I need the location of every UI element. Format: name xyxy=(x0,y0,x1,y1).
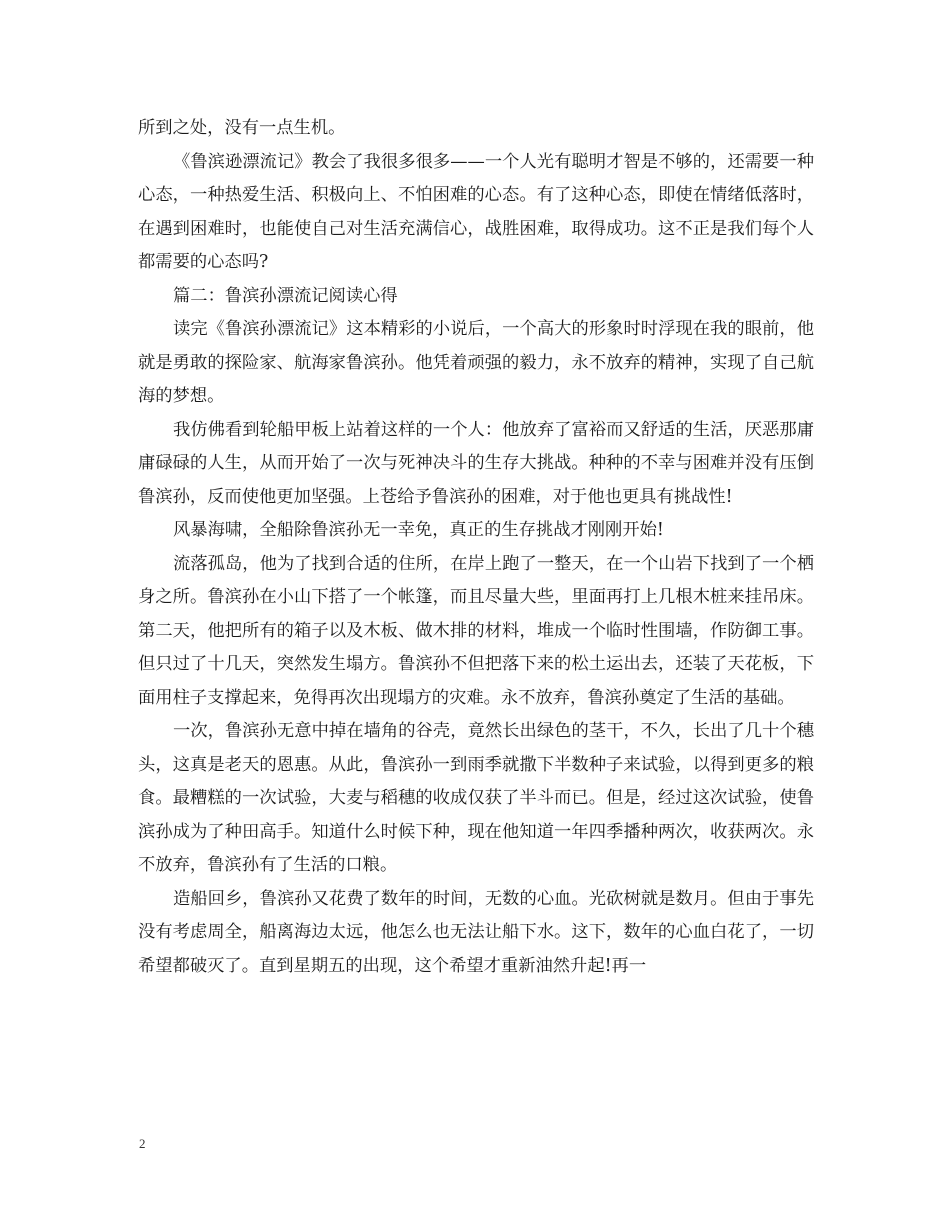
paragraph-5: 风暴海啸，全船除鲁滨孙无一幸免，真正的生存挑战才刚刚开始! xyxy=(173,520,664,540)
paragraph-6: 流落孤岛，他为了找到合适的住所，在岸上跑了一整天，在一个山岩下找到了一个栖身之所。鲁滨孙在小山下搭了一个帐篷，而且尽量大些，里面再打上几根木桩来挂吊床。第二天，他把所有的箱子以及木板、做木排的材料，堆成一个临时性围墙，作防御工事。但只过了十几天，突然发生塌方。鲁滨孙不但把落下来的松土运出去，还装了天花板，下面用柱子支撑起来，免得再次出现塌方的灾难。永不放弃，鲁滨孙奠定了生活的基础。 xyxy=(138,553,814,708)
paragraph-8: 造船回乡，鲁滨孙又花费了数年的时间，无数的心血。光砍树就是数月。但由于事先没有考虑周全，船离海边太远，他怎么也无法让船下水。这下，数年的心血白花了，一切希望都破灭了。直到星期五的出现，这个希望才重新油然升起!再一 xyxy=(138,888,814,976)
page-number: 2 xyxy=(139,1136,146,1151)
section-heading: 篇二：鲁滨孙漂流记阅读心得 xyxy=(173,285,398,306)
paragraph-3: 读完《鲁滨孙漂流记》这本精彩的小说后，一个高大的形象时时浮现在我的眼前，他就是勇敢的探险家、航海家鲁滨孙。他凭着顽强的毅力，永不放弃的精神，实现了自己航海的梦想。 xyxy=(138,319,814,406)
document-body xyxy=(138,112,814,983)
paragraph-2: 《鲁滨逊漂流记》教会了我很多很多——一个人光有聪明才智是不够的，还需要一种心态，一种热爱生活、积极向上、不怕困难的心态。有了这种心态，即使在情绪低落时，在遇到困难时，也能使自己对生活充满信心，战胜困难，取得成功。这不正是我们每个人都需要的心态吗? xyxy=(138,151,814,272)
paragraph-4: 我仿佛看到轮船甲板上站着这样的一个人：他放弃了富裕而又舒适的生活，厌恶那庸庸碌碌的人生，从而开始了一次与死神决斗的生存大挑战。种种的不幸与困难并没有压倒鲁滨孙，反而使他更加坚强。上苍给予鲁滨孙的困难，对于他也更具有挑战性! xyxy=(138,419,814,507)
paragraph-1: 所到之处，没有一点生机。 xyxy=(138,118,346,138)
paragraph-7: 一次，鲁滨孙无意中掉在墙角的谷壳，竟然长出绿色的茎干，不久，长出了几十个穗头，这真是老天的恩惠。从此，鲁滨孙一到雨季就撒下半数种子来试验，以得到更多的粮食。最糟糕的一次试验，大麦与稻穗的收成仅获了半斗而已。但是，经过这次试验，使鲁滨孙成为了种田高手。知道什么时候下种，现在他知道一年四季播种两次，收获两次。永不放弃，鲁滨孙有了生活的口粮。 xyxy=(138,721,814,875)
